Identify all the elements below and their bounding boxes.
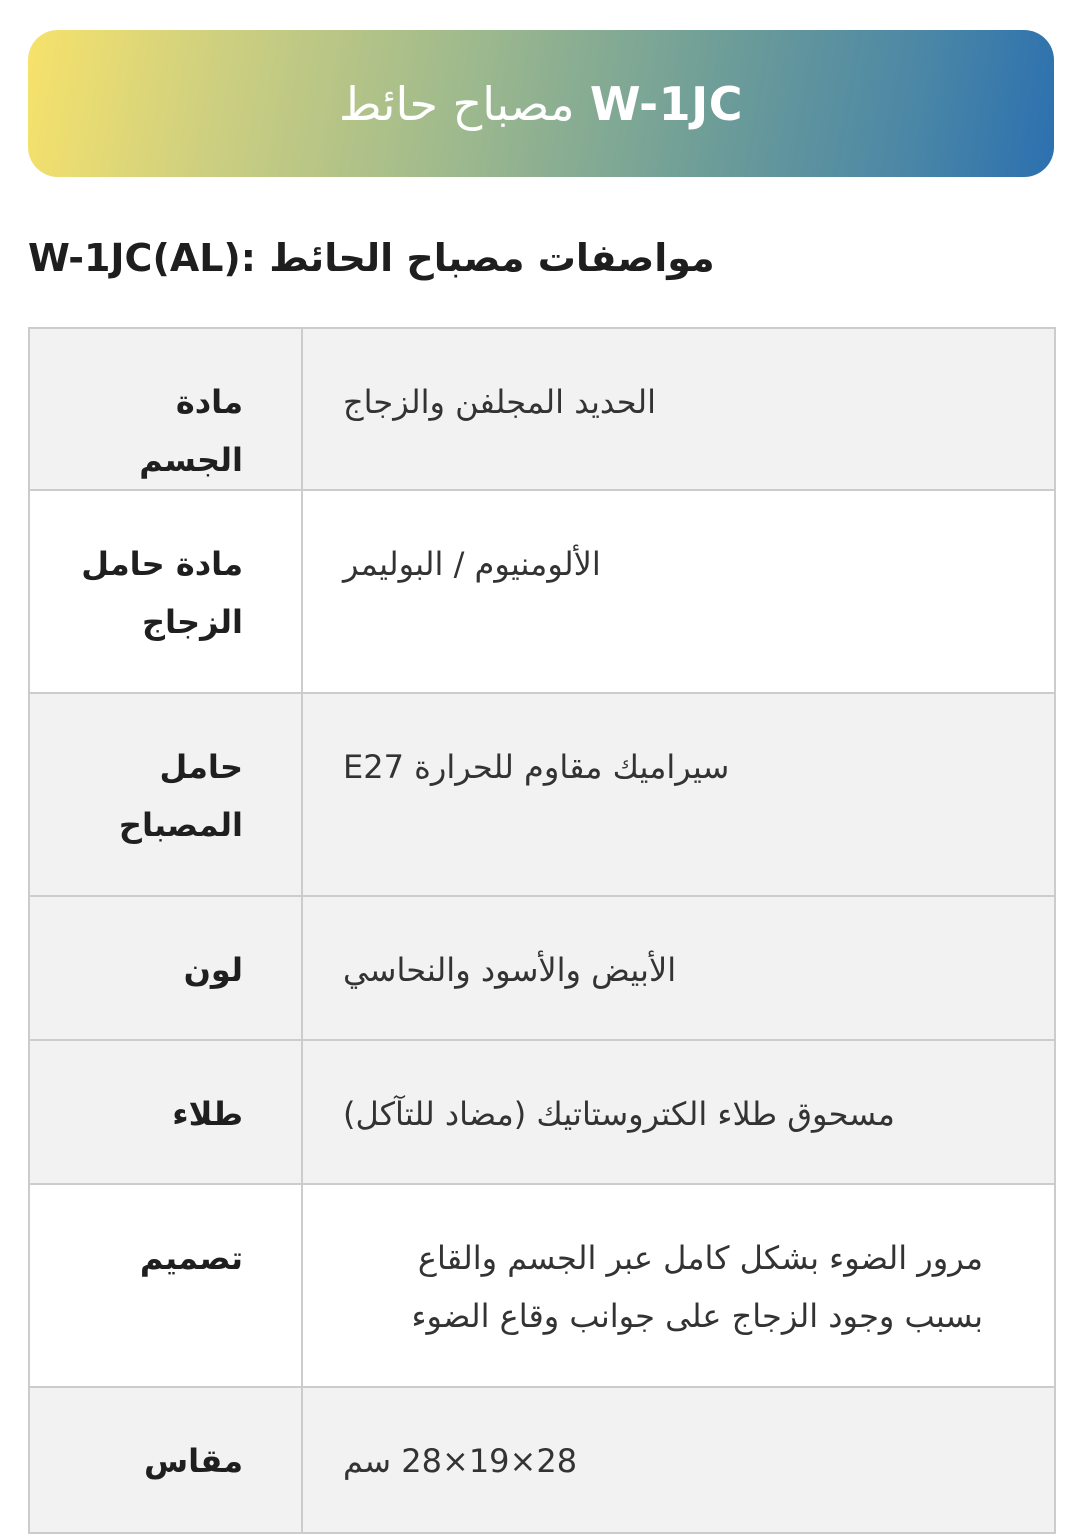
spec-label: حامل المصباح <box>118 748 243 844</box>
specs-heading-text: مواصفات مصباح الحائط <box>269 236 715 280</box>
specs-heading-model: W-1JC(AL): <box>28 236 256 280</box>
spec-value-cell <box>302 1040 1055 1184</box>
spec-label-cell <box>29 1387 302 1533</box>
spec-value: 28×19×28 سم <box>343 1442 578 1480</box>
spec-label: لون <box>183 951 243 989</box>
spec-value-cell <box>302 693 1055 896</box>
spec-label: تصميم <box>139 1239 243 1277</box>
table-row <box>29 1040 1055 1184</box>
banner-text: مصباح حائط <box>339 76 575 131</box>
spec-value-cell <box>302 490 1055 693</box>
table-row <box>29 1184 1055 1387</box>
spec-value: الألومنيوم / البوليمر <box>343 545 601 583</box>
spec-value-cell <box>302 328 1055 490</box>
specs-table <box>28 327 1056 1534</box>
spec-label-cell <box>29 693 302 896</box>
spec-label: مادة حامل الزجاج <box>81 545 243 641</box>
specs-heading <box>28 226 1054 290</box>
spec-value: مسحوق طلاء الكتروستاتيك (مضاد للتآكل) <box>343 1095 895 1133</box>
banner-model: W-1JC <box>589 76 743 131</box>
spec-label-cell <box>29 490 302 693</box>
spec-value-cell <box>302 896 1055 1040</box>
table-row <box>29 1387 1055 1533</box>
table-row <box>29 896 1055 1040</box>
spec-label: مقاس <box>143 1442 243 1480</box>
spec-label-cell <box>29 1040 302 1184</box>
spec-value: سيراميك مقاوم للحرارة E27 <box>343 748 730 786</box>
banner-title <box>339 77 743 131</box>
spec-value-cell <box>302 1184 1055 1387</box>
spec-label: طلاء <box>172 1095 243 1133</box>
spec-label-cell <box>29 1184 302 1387</box>
spec-label: مادة الجسم <box>139 383 243 479</box>
spec-label-cell <box>29 896 302 1040</box>
spec-value: الأبيض والأسود والنحاسي <box>343 951 677 989</box>
spec-value: الحديد المجلفن والزجاج <box>343 383 657 421</box>
spec-value-cell <box>302 1387 1055 1533</box>
table-row <box>29 490 1055 693</box>
table-row <box>29 693 1055 896</box>
table-row <box>29 328 1055 490</box>
spec-label-cell <box>29 328 302 490</box>
spec-value: مرور الضوء بشكل كامل عبر الجسم والقاع بسبب وجود الزجاج على جوانب وقاع الضوء <box>411 1239 983 1335</box>
title-banner <box>28 30 1054 177</box>
